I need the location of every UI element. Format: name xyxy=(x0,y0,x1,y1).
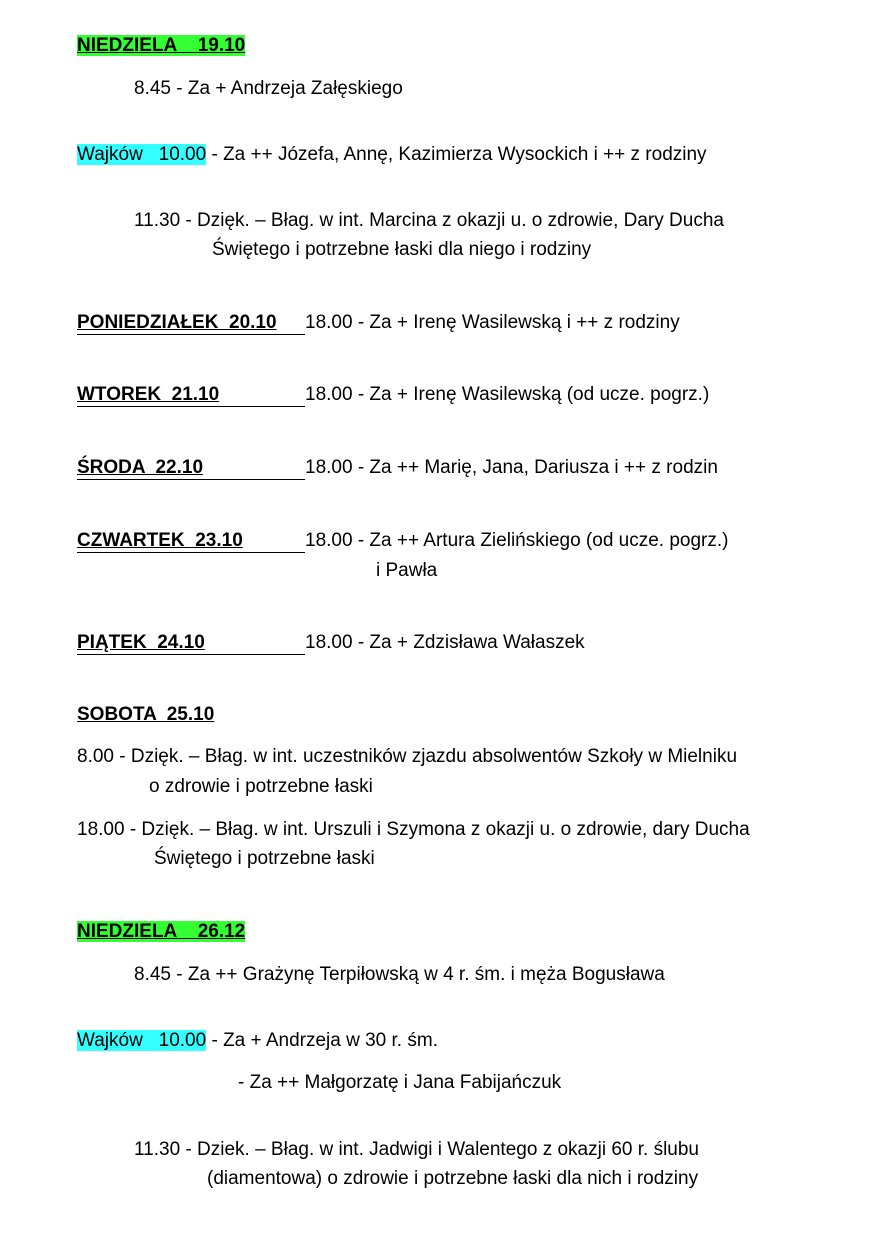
weekday-text: - Za ++ Marię, Jana, Dariusza i ++ z rodzin xyxy=(352,457,718,478)
weekday-time: 18.00 xyxy=(305,530,353,551)
mass-1130-1-line2: Świętego i potrzebne łaski dla niego i rodziny xyxy=(212,239,592,260)
weekday-day-label: PONIEDZIAŁEK 20.10 xyxy=(77,312,305,335)
wajkow-text-2-line2: - Za ++ Małgorzatę i Jana Fabijańczuk xyxy=(238,1072,562,1093)
wajkow-mass-2 xyxy=(77,1029,438,1053)
weekday-time: 18.00 xyxy=(305,384,353,405)
saturday-mass2-line2: Świętego i potrzebne łaski xyxy=(154,848,375,869)
wajkow-text-1: - Za ++ Józefa, Annę, Kazimierza Wysockich i ++ z rodziny xyxy=(206,144,707,165)
sunday-header-2 xyxy=(77,920,245,944)
weekday-thursday xyxy=(77,529,729,553)
weekday-text: - Za + Irenę Wasilewską (od ucze. pogrz.) xyxy=(352,384,710,405)
weekday-day-label: CZWARTEK 23.10 xyxy=(77,530,305,553)
mass-1130-1-line1: 11.30 - Dzięk. – Błag. w int. Marcina z okazji u. o zdrowie, Dary Ducha xyxy=(134,210,724,231)
wajkow-label-2: Wajków 10.00 xyxy=(77,1030,207,1051)
saturday-mass1-line1: 8.00 - Dzięk. – Błag. w int. uczestników zjazdu absolwentów Szkoły w Mielniku xyxy=(77,746,738,767)
weekday-day-label: WTOREK 21.10 xyxy=(77,384,305,407)
sunday-mass-845-2: 8.45 - Za ++ Grażynę Terpiłowską w 4 r. śm. i męża Bogusława xyxy=(134,964,665,985)
weekday-time: 18.00 xyxy=(305,312,353,333)
sunday-header-2-text: NIEDZIELA 26.12 xyxy=(77,921,246,942)
weekday-wednesday xyxy=(77,456,718,480)
mass-1130-2-line2: (diamentowa) o zdrowie i potrzebne łaski dla nich i rodziny xyxy=(207,1168,699,1189)
weekday-time: 18.00 xyxy=(305,457,353,478)
saturday-mass1-line2: o zdrowie i potrzebne łaski xyxy=(149,776,373,797)
weekday-text: - Za ++ Artura Zielińskiego (od ucze. pogrz.) xyxy=(352,530,729,551)
weekday-text: - Za + Zdzisława Wałaszek xyxy=(352,632,585,653)
wajkow-mass-1 xyxy=(77,143,707,167)
weekday-thursday-line2: i Pawła xyxy=(376,560,438,581)
weekday-text: - Za + Irenę Wasilewską i ++ z rodziny xyxy=(352,312,680,333)
wajkow-label-1: Wajków 10.00 xyxy=(77,144,207,165)
saturday-header-text: SOBOTA 25.10 xyxy=(77,704,215,725)
weekday-day-label: PIĄTEK 24.10 xyxy=(77,632,305,655)
weekday-time: 18.00 xyxy=(305,632,353,653)
saturday-header xyxy=(77,703,214,727)
wajkow-text-2: - Za + Andrzeja w 30 r. śm. xyxy=(206,1030,438,1051)
weekday-monday xyxy=(77,311,680,335)
weekday-friday xyxy=(77,631,585,655)
sunday-mass-845-1: 8.45 - Za + Andrzeja Załęskiego xyxy=(134,78,403,99)
sunday-header-1-text: NIEDZIELA 19.10 xyxy=(77,35,246,56)
mass-1130-2-line1: 11.30 - Dziek. – Błag. w int. Jadwigi i Walentego z okazji 60 r. ślubu xyxy=(134,1139,699,1160)
weekday-day-label: ŚRODA 22.10 xyxy=(77,457,305,480)
sunday-header-1 xyxy=(77,34,245,58)
saturday-mass2-line1: 18.00 - Dzięk. – Błag. w int. Urszuli i Szymona z okazji u. o zdrowie, dary Ducha xyxy=(77,819,750,840)
weekday-tuesday xyxy=(77,383,709,407)
